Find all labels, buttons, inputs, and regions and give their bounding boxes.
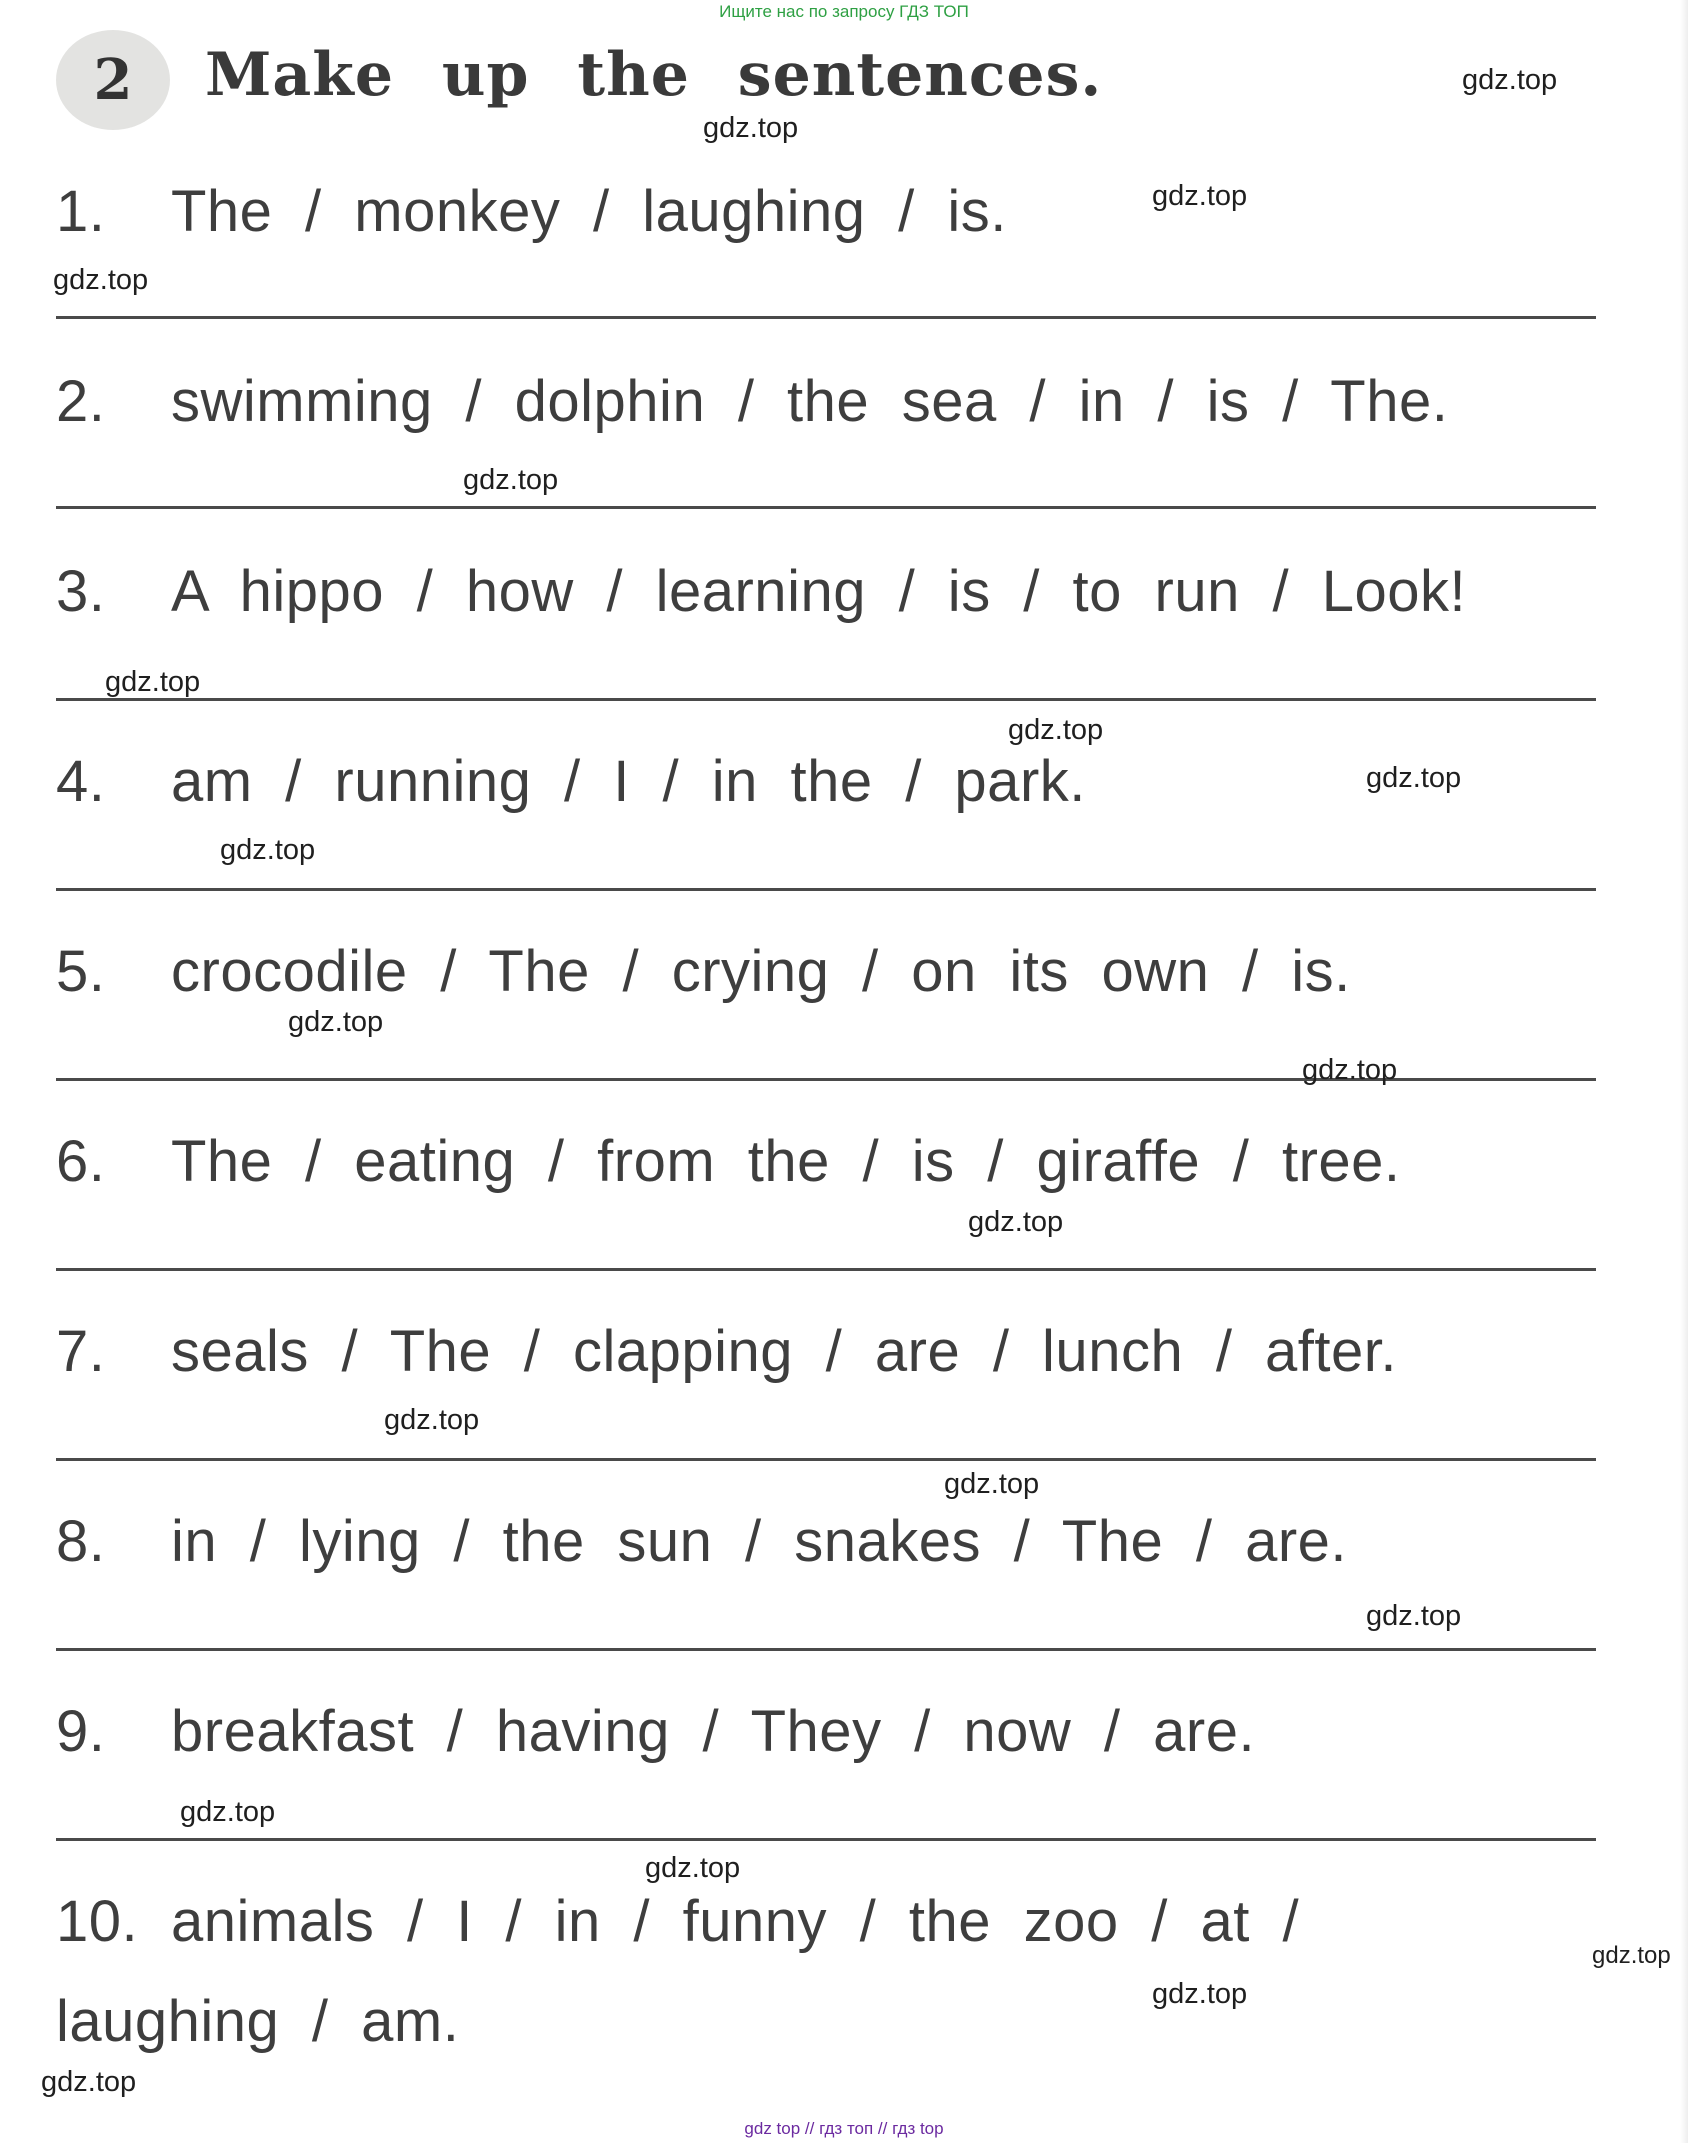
answer-line-3[interactable] [56,698,1596,701]
item-words: animals / I / in / funny / the zoo / at / [171,1889,1300,1954]
answer-line-6[interactable] [56,1268,1596,1271]
sentence-item-5 [56,938,1596,1005]
watermark: gdz.top [384,1404,480,1436]
item-words: A hippo / how / learning / is / to run / Look! [171,559,1467,624]
answer-line-8[interactable] [56,1648,1596,1651]
item-words: am / running / I / in the / park. [171,749,1086,814]
item-number: 9. [56,1699,106,1764]
watermark: gdz.top [220,834,316,866]
footer-links[interactable]: gdz top // гдз топ // гдз top [744,2119,944,2138]
top-banner[interactable]: Ищите нас по запросу ГДЗ ТОП [719,2,969,21]
sentence-item-7 [56,1318,1596,1385]
item-words: The / eating / from the / is / giraffe / tree. [171,1129,1401,1194]
sentence-item-1 [56,178,1596,245]
item-number: 8. [56,1509,106,1574]
item-number: 3. [56,559,106,624]
sentence-item-9 [56,1698,1596,1765]
watermark: gdz.top [53,264,149,296]
exercise-number-badge: 2 [56,30,170,130]
watermark: gdz.top [288,1006,384,1038]
watermark: gdz.top [1366,762,1462,794]
page-edge-shadow [1680,0,1688,2143]
item-number: 4. [56,749,106,814]
answer-line-9[interactable] [56,1838,1596,1841]
watermark: gdz.top [968,1206,1064,1238]
item-number: 2. [56,369,106,434]
item-number: 5. [56,939,106,1004]
answer-line-7[interactable] [56,1458,1596,1461]
item-number: 1. [56,179,106,244]
watermark: gdz.top [944,1468,1040,1500]
answer-line-2[interactable] [56,506,1596,509]
exercise-title: Make up the sentences. [205,40,1103,110]
item-number: 7. [56,1319,106,1384]
item-words: crocodile / The / crying / on its own / is. [171,939,1351,1004]
item-words: swimming / dolphin / the sea / in / is / The. [171,369,1449,434]
sentence-item-10-continued [56,1988,1596,2055]
watermark: gdz.top [1592,1942,1671,1969]
watermark: gdz.top [1152,1978,1248,2010]
sentence-item-4 [56,748,1596,815]
watermark: gdz.top [1008,714,1104,746]
item-words: in / lying / the sun / snakes / The / are. [171,1509,1348,1574]
answer-line-4[interactable] [56,888,1596,891]
item-number: 10. [56,1889,139,1954]
answer-line-1[interactable] [56,316,1596,319]
watermark: gdz.top [180,1796,276,1828]
watermark: gdz.top [1152,180,1248,212]
watermark: gdz.top [703,112,799,144]
sentence-item-10 [56,1888,1596,1955]
watermark: gdz.top [1302,1054,1398,1086]
watermark: gdz.top [105,666,201,698]
watermark: gdz.top [41,2066,137,2098]
item-words-continued: laughing / am. [56,1989,460,2054]
item-number: 6. [56,1129,106,1194]
watermark: gdz.top [645,1852,741,1884]
watermark: gdz.top [463,464,559,496]
item-words: breakfast / having / They / now / are. [171,1699,1256,1764]
sentence-item-8 [56,1508,1596,1575]
sentence-item-2 [56,368,1596,435]
sentence-item-6 [56,1128,1596,1195]
item-words: The / monkey / laughing / is. [171,179,1007,244]
watermark: gdz.top [1462,64,1558,96]
item-words: seals / The / clapping / are / lunch / after. [171,1319,1398,1384]
sentence-item-3 [56,558,1596,625]
watermark: gdz.top [1366,1600,1462,1632]
